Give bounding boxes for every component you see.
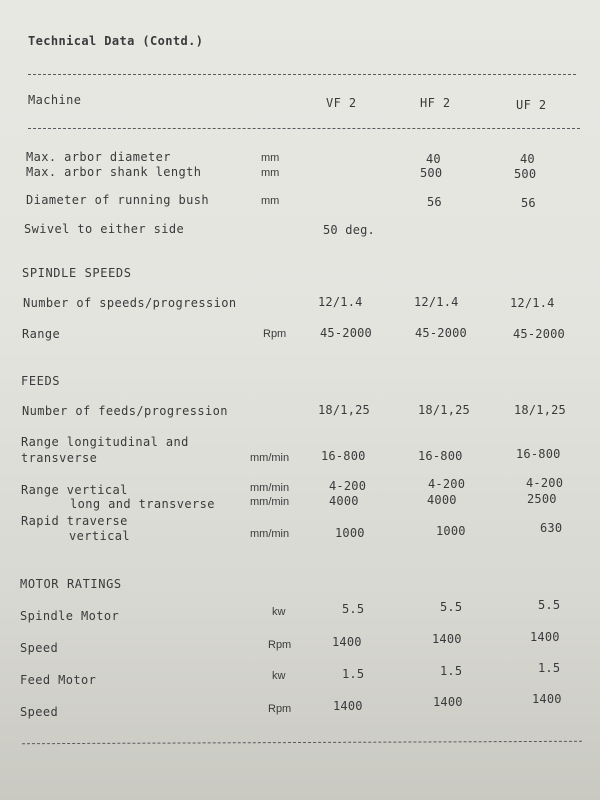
row-spindle-speed-hf: 1400 xyxy=(432,632,462,646)
row-feeds-vertical-unit: mm/min xyxy=(250,482,290,494)
row-arbor-length-unit: mm xyxy=(261,167,280,179)
row-spindle-speed-vf: 1400 xyxy=(332,635,362,649)
row-swivel-label: Swivel to either side xyxy=(24,222,185,236)
row-arbor-diameter-uf: 40 xyxy=(520,152,535,166)
row-feed-motor-unit: kw xyxy=(272,670,286,682)
row-bush-hf: 56 xyxy=(427,195,442,209)
row-feed-speed-hf: 1400 xyxy=(433,695,463,709)
row-rapid-label-2: vertical xyxy=(69,529,130,543)
row-range-label: Range xyxy=(22,327,61,341)
row-feeds-longtrans-uf: 2500 xyxy=(527,492,557,506)
row-feeds-number-uf: 18/1,25 xyxy=(514,403,566,417)
row-range-hf: 45-2000 xyxy=(415,326,467,340)
row-speeds-hf: 12/1.4 xyxy=(414,295,459,309)
row-feeds-longtrans-unit: mm/min xyxy=(250,496,290,508)
row-speeds-vf: 12/1.4 xyxy=(318,295,363,309)
row-feed-speed-vf: 1400 xyxy=(333,699,363,713)
row-bush-label: Diameter of running bush xyxy=(26,193,209,207)
row-feeds-longtrans-vf: 4000 xyxy=(329,494,359,508)
page-title: Technical Data (Contd.) xyxy=(28,34,204,48)
row-arbor-length-uf: 500 xyxy=(514,167,537,181)
row-feeds-vertical-vf: 4-200 xyxy=(329,479,367,493)
row-range-uf: 45-2000 xyxy=(513,327,565,341)
row-feeds-long-unit: mm/min xyxy=(250,452,290,464)
row-arbor-length-hf: 500 xyxy=(420,166,443,180)
row-feed-motor-label: Feed Motor xyxy=(20,673,97,687)
row-feeds-number-hf: 18/1,25 xyxy=(418,403,470,417)
row-feeds-vertical-uf: 4-200 xyxy=(526,476,564,490)
row-feed-speed-label: Speed xyxy=(20,705,59,719)
row-rapid-hf: 1000 xyxy=(436,524,466,538)
row-range-unit: Rpm xyxy=(263,328,287,340)
machine-header-label: Machine xyxy=(28,93,82,107)
row-feed-motor-hf: 1.5 xyxy=(440,664,463,678)
section-spindle-speeds: SPINDLE SPEEDS xyxy=(22,266,132,280)
row-feeds-number-label: Number of feeds/progression xyxy=(22,404,228,418)
row-spindle-motor-unit: kw xyxy=(272,606,286,618)
model-uf2: UF 2 xyxy=(516,98,547,112)
row-feeds-long-label-1: Range longitudinal and xyxy=(21,435,189,449)
row-spindle-speed-label: Speed xyxy=(20,641,59,655)
row-spindle-motor-label: Spindle Motor xyxy=(20,609,120,623)
row-rapid-label-1: Rapid traverse xyxy=(21,514,128,528)
model-vf2: VF 2 xyxy=(326,96,357,110)
row-arbor-diameter-hf: 40 xyxy=(426,152,441,166)
row-spindle-motor-vf: 5.5 xyxy=(342,602,365,616)
row-feed-speed-uf: 1400 xyxy=(532,692,562,706)
row-arbor-diameter-unit: mm xyxy=(261,152,280,164)
row-feeds-vertical-label: Range vertical xyxy=(21,483,128,497)
row-arbor-length-label: Max. arbor shank length xyxy=(26,165,202,179)
row-bush-uf: 56 xyxy=(521,196,536,210)
row-feeds-number-vf: 18/1,25 xyxy=(318,403,370,417)
row-arbor-diameter-label: Max. arbor diameter xyxy=(26,150,171,164)
model-hf2: HF 2 xyxy=(420,96,451,110)
row-rapid-unit: mm/min xyxy=(250,528,290,540)
row-feed-motor-vf: 1.5 xyxy=(342,667,365,681)
row-feeds-vertical-hf: 4-200 xyxy=(428,477,466,491)
row-speeds-label: Number of speeds/progression xyxy=(23,296,237,310)
row-spindle-speed-uf: 1400 xyxy=(530,630,560,644)
divider-top xyxy=(28,74,576,75)
divider-bottom xyxy=(22,741,582,744)
row-range-vf: 45-2000 xyxy=(320,326,372,340)
row-bush-unit: mm xyxy=(261,195,280,207)
row-feeds-longtrans-hf: 4000 xyxy=(427,493,457,507)
row-rapid-uf: 630 xyxy=(540,521,563,535)
row-spindle-motor-uf: 5.5 xyxy=(538,598,561,612)
row-feeds-long-label-2: transverse xyxy=(21,451,98,465)
row-rapid-vf: 1000 xyxy=(335,526,365,540)
row-feed-motor-uf: 1.5 xyxy=(538,661,561,675)
row-speeds-uf: 12/1.4 xyxy=(510,296,555,310)
row-feeds-long-uf: 16-800 xyxy=(516,447,561,461)
section-motor-ratings: MOTOR RATINGS xyxy=(20,577,122,591)
divider-header xyxy=(28,128,580,129)
row-feed-speed-unit: Rpm xyxy=(268,703,292,715)
row-feeds-longtrans-label: long and transverse xyxy=(70,497,215,511)
row-spindle-motor-hf: 5.5 xyxy=(440,600,463,614)
row-feeds-long-hf: 16-800 xyxy=(418,449,463,463)
row-feeds-long-vf: 16-800 xyxy=(321,449,366,463)
section-feeds: FEEDS xyxy=(21,374,61,388)
row-spindle-speed-unit: Rpm xyxy=(268,639,292,651)
row-swivel-vf: 50 deg. xyxy=(323,223,375,237)
